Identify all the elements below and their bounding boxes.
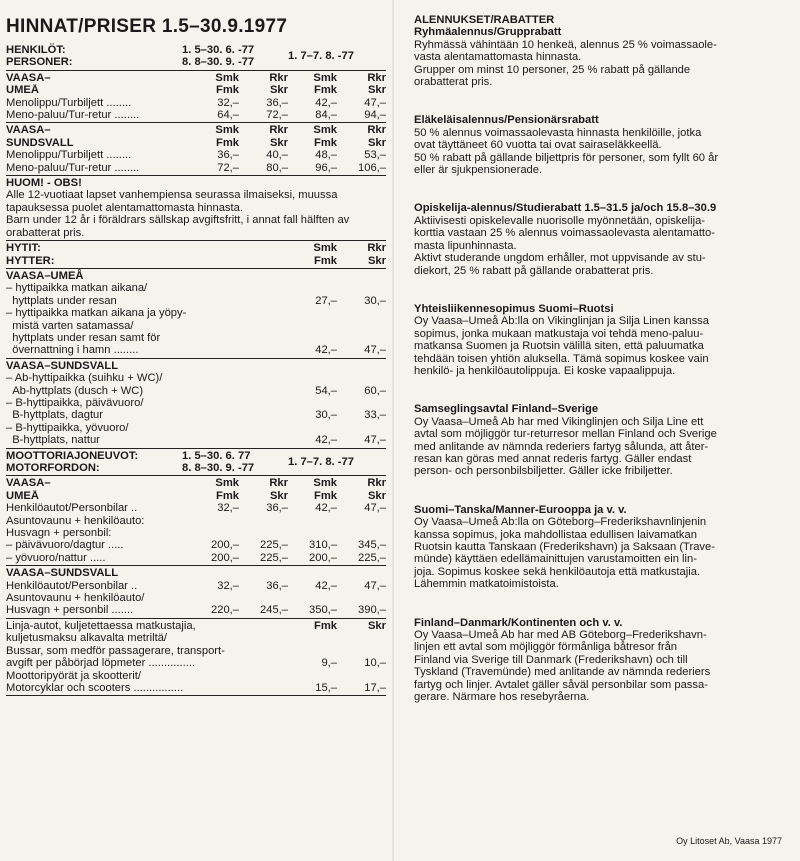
section-title: Samseglingsavtal Finland–Sverige — [414, 403, 599, 416]
section-text: kanssa sopimus, joka mahdollistaa edullisen laivamatkan — [414, 528, 697, 541]
price-cell — [337, 397, 386, 409]
price-cell — [337, 422, 386, 434]
price-cell — [288, 645, 337, 657]
section-text: gerare. Närmare hos resebyråerna. — [414, 691, 590, 704]
fare-row — [6, 162, 386, 174]
price-cell: Skr — [269, 84, 288, 97]
price-cell: 47,– — [364, 96, 386, 109]
price-cell: Smk — [313, 124, 337, 137]
price-cell: 36,– — [266, 96, 288, 109]
row-label: Moottoripyörät ja skootterit/ — [6, 669, 141, 682]
row-label: Menolippu/Turbiljett ........ — [6, 149, 132, 162]
price-cell — [337, 282, 386, 294]
section-text: vasta alentamattomasta hinnasta. — [414, 51, 582, 64]
section-text: Finland via Sverige till Danmark (Frederikshavn) och till — [414, 653, 688, 666]
price-cell: 96,– — [315, 161, 337, 174]
row-label: Meno-paluu/Tur-retur ........ — [6, 109, 140, 122]
price-cell: 15,– — [315, 681, 337, 694]
divider — [6, 358, 386, 359]
section-title: Opiskelija-alennus/Studierabatt 1.5–31.5 ja/och 15.8–30.9 — [414, 202, 717, 215]
price-cell: Smk — [313, 477, 337, 490]
price-cell: 47,– — [364, 344, 386, 357]
price-cell: 47,– — [364, 434, 386, 447]
route-header — [6, 477, 386, 489]
price-cell: 48,– — [315, 149, 337, 162]
price-cell: 32,– — [217, 96, 239, 109]
section-text: med anlitande av nämnda rederiers fartyg sålunda, att åter- — [414, 440, 709, 453]
page-fold — [392, 0, 394, 861]
cabin-row — [6, 409, 386, 421]
price-cell: 40,– — [266, 149, 288, 162]
cabin-route-title: VAASA–UMEÅ — [6, 269, 84, 282]
price-cell: Fmk — [313, 136, 337, 149]
vehicle-route-title: VAASA–SUNDSVALL — [6, 567, 119, 580]
row-label: – yövuoro/nattur ..... — [6, 551, 106, 564]
price-cell: 36,– — [266, 502, 288, 515]
cabin-row — [6, 295, 386, 307]
section-text: henkilö- ja henkilöautolippuja. Ei koske vapaalippuja. — [414, 364, 676, 377]
row-label: VAASA– — [6, 477, 51, 490]
price-cell: 80,– — [266, 161, 288, 174]
cabin-label: – hyttipaikka matkan aikana/ — [6, 282, 148, 295]
row-label: HYTTER: — [6, 254, 55, 267]
price-cell: 17,– — [364, 681, 386, 694]
cabin-row — [6, 307, 386, 319]
section-text: diekort, 25 % rabatt på gällande orabatterat pris. — [414, 264, 654, 277]
price-cell: 106,– — [358, 161, 386, 174]
section-title: Finland–Danmark/Kontinenten och v. v. — [414, 616, 623, 629]
vehicle-label-line: MOTORFORDON: — [6, 462, 100, 474]
period-line: 1. 5–30. 6. 77 — [182, 449, 251, 462]
discount-section — [414, 202, 794, 276]
cabin-row — [6, 332, 386, 344]
vehicle-row — [6, 552, 386, 564]
section-text: ovat täyttäneet 60 vuotta tai ovat sairaseläkkeellä. — [414, 139, 662, 152]
price-cell: 220,– — [211, 604, 239, 617]
misc-row — [6, 645, 386, 657]
cabin-row — [6, 397, 386, 409]
price-cell — [239, 527, 288, 539]
price-cell — [288, 372, 337, 384]
season-period-1 — [182, 44, 288, 69]
price-cell — [239, 592, 288, 604]
price-cell — [288, 527, 337, 539]
vehicle-row — [6, 515, 386, 527]
price-cell: 36,– — [217, 149, 239, 162]
price-cell: 200,– — [211, 539, 239, 552]
price-cell: Skr — [367, 84, 386, 97]
discount-section — [414, 403, 794, 477]
divider — [6, 268, 386, 269]
misc-row — [6, 670, 386, 682]
price-cell: 94,– — [364, 109, 386, 122]
section-text: münde) käyttäen edellämainittujen varustamoitten ein lin- — [414, 553, 697, 566]
obs-text-sv: Barn under 12 år i föräldrars sällskap avgiftsfritt, i annat fall hälften av orabatterat pris. — [6, 214, 350, 239]
price-cell: 42,– — [315, 579, 337, 592]
price-cell: 64,– — [217, 109, 239, 122]
price-cell: Smk — [215, 124, 239, 137]
price-cell: 350,– — [309, 604, 337, 617]
section-text: person- och personbilsbiljetter. Gäller icke fribiljetter. — [414, 465, 673, 478]
section-text: fartyg och linjer. Avtalet gäller såväl personbilar som passa- — [414, 678, 708, 691]
misc-row — [6, 682, 386, 694]
price-cell — [337, 372, 386, 384]
vehicle-header — [6, 450, 386, 475]
discount-section — [414, 14, 794, 88]
cabin-label: övernattning i hamn ........ — [6, 344, 139, 357]
row-label: Husvagn + personbil ....... — [6, 604, 134, 617]
price-cell — [288, 282, 337, 294]
section-text: avtal som möjliggör tur-returresor mellan Finland och Sverige — [414, 428, 717, 441]
price-cell: 36,– — [266, 579, 288, 592]
misc-row — [6, 657, 386, 669]
cabin-row — [6, 344, 386, 356]
price-cell — [190, 515, 239, 527]
price-cell: Rkr — [367, 71, 386, 84]
divider — [6, 475, 386, 476]
cabin-label: – hyttipaikka matkan aikana ja yöpy- — [6, 307, 187, 320]
price-cell: Skr — [367, 254, 386, 267]
printer-credit: Oy Litoset Ab, Vaasa 1977 — [676, 836, 782, 846]
price-column — [0, 0, 386, 697]
price-cell: Rkr — [269, 477, 288, 490]
price-cell: Smk — [313, 242, 337, 255]
price-cell: Fmk — [215, 136, 239, 149]
price-cell — [288, 332, 337, 344]
row-label: Husvagn + personbil: — [6, 527, 112, 540]
row-label: – päivävuoro/dagtur ..... — [6, 539, 124, 552]
divider — [6, 175, 386, 176]
cabin-row — [6, 372, 386, 384]
price-cell: Fmk — [313, 84, 337, 97]
divider — [6, 695, 386, 696]
discount-section — [414, 114, 794, 176]
vehicle-label-line: MOOTTORIAJONEUVOT: — [6, 449, 139, 462]
price-cell: 30,– — [315, 409, 337, 422]
section-text: Lähemmin matkatoimistoista. — [414, 578, 559, 591]
vehicle-row — [6, 527, 386, 539]
cabin-row — [6, 434, 386, 446]
price-cell — [337, 670, 386, 682]
page-title: HINNAT/PRISER 1.5–30.9.1977 — [6, 16, 288, 37]
price-cell: Fmk — [215, 84, 239, 97]
price-cell — [337, 320, 386, 332]
divider — [6, 565, 386, 566]
fare-row — [6, 97, 386, 109]
price-cell: Fmk — [313, 254, 337, 267]
cabin-header — [6, 255, 386, 267]
fare-row — [6, 149, 386, 161]
row-label: HYTIT: — [6, 242, 41, 255]
section-text: 50 % rabatt på gällande biljettpris för personer, som fyllt 60 år — [414, 151, 719, 164]
section-title: ALENNUKSET/RABATTER — [414, 14, 555, 26]
price-cell: Rkr — [367, 477, 386, 490]
price-cell — [190, 527, 239, 539]
section-text: Ryhmässä vähintään 10 henkeä, alennus 25 % voimassaole- — [414, 38, 717, 51]
price-cell — [239, 515, 288, 527]
price-cell: 10,– — [364, 657, 386, 670]
price-cell — [337, 332, 386, 344]
row-label: Henkilöautot/Personbilar .. — [6, 502, 138, 515]
season-header — [6, 44, 386, 69]
period-line: 1. 5–30. 6. -77 — [182, 44, 255, 56]
route-header — [6, 72, 386, 84]
price-cell: 32,– — [217, 502, 239, 515]
cabin-label: hyttplats under resan — [6, 294, 117, 307]
period-line: 8. 8–30. 9. -77 — [182, 462, 255, 474]
cabin-row — [6, 422, 386, 434]
season-label-line: PERSONER: — [6, 56, 73, 69]
row-label: SUNDSVALL — [6, 136, 74, 149]
section-text: linjen ett avtal som möjliggör förmånliga båtresor från — [414, 641, 678, 654]
cabin-label: B-hyttplats, dagtur — [6, 409, 104, 422]
price-cell: 47,– — [364, 502, 386, 515]
section-text: 50 % alennus voimassaolevasta hinnasta henkilöille, jotka — [414, 126, 702, 139]
cabin-label: Ab-hyttplats (dusch + WC) — [6, 384, 144, 397]
price-cell: 72,– — [217, 161, 239, 174]
price-cell — [288, 397, 337, 409]
route-header — [6, 490, 386, 502]
section-text: Oy Vaasa–Umeå Ab:lla on Göteborg–Frederikshavnlinjenin — [414, 516, 707, 529]
cabin-route-title: VAASA–SUNDSVALL — [6, 359, 119, 372]
season-label — [6, 44, 182, 69]
section-text: Oy Vaasa–Umeå Ab:lla on Vikinglinjan ja Silja Linen kanssa — [414, 315, 709, 328]
price-cell: 72,– — [266, 109, 288, 122]
price-cell: Smk — [215, 71, 239, 84]
price-cell: 200,– — [309, 551, 337, 564]
route-header — [6, 137, 386, 149]
cabin-label: B-hyttplats, nattur — [6, 434, 100, 447]
price-cell: Rkr — [367, 242, 386, 255]
obs-text-fi: Alle 12-vuotiaat lapset vanhempiensa seurassa ilmaiseksi, muussa tapauksessa puolet alentamattomasta hinnasta. — [6, 189, 338, 214]
section-text: orabatterat pris. — [414, 76, 493, 89]
cabin-row — [6, 320, 386, 332]
cabin-row — [6, 282, 386, 294]
price-cell: Fmk — [215, 489, 239, 502]
price-cell — [337, 307, 386, 319]
price-cell: 32,– — [217, 579, 239, 592]
vehicle-row — [6, 539, 386, 551]
cabin-header — [6, 242, 386, 254]
divider — [6, 240, 386, 241]
price-cell: 225,– — [358, 551, 386, 564]
price-cell — [288, 632, 337, 644]
row-label: VAASA– — [6, 71, 51, 84]
price-cell — [337, 592, 386, 604]
obs-title: HUOM! - OBS! — [6, 177, 82, 190]
price-cell: 9,– — [321, 657, 337, 670]
price-cell — [337, 515, 386, 527]
price-cell: 345,– — [358, 539, 386, 552]
cabin-label: mistä varten satamassa/ — [6, 319, 134, 332]
section-text: eller är sjukpensionerade. — [414, 164, 543, 177]
price-cell: 200,– — [211, 551, 239, 564]
row-label: Asuntovaunu + henkilöauto: — [6, 514, 145, 527]
price-cell: 245,– — [260, 604, 288, 617]
section-title: Eläkeläisalennus/Pensionärsrabatt — [414, 114, 599, 127]
section-text: masta lipunhinnasta. — [414, 239, 517, 252]
vehicle-row — [6, 604, 386, 616]
section-text: Ruotsin kautta Tanskaan (Frederikshavn) ja Saksaan (Trave- — [414, 541, 715, 553]
price-cell — [288, 422, 337, 434]
price-cell — [288, 592, 337, 604]
price-cell: 225,– — [260, 539, 288, 552]
misc-row — [6, 620, 386, 632]
vehicle-period-1 — [182, 450, 288, 475]
row-label: Meno-paluu/Tur-retur ........ — [6, 161, 140, 174]
price-cell: 42,– — [315, 434, 337, 447]
cabin-label: – B-hyttipaikka, päivävuoro/ — [6, 396, 144, 409]
discount-section — [414, 617, 794, 704]
divider — [6, 70, 386, 71]
price-cell: 42,– — [315, 502, 337, 515]
discount-section — [414, 504, 794, 591]
price-cell — [337, 632, 386, 644]
row-label: Motorcyklar och scooters ................ — [6, 681, 184, 694]
row-label: Asuntovaunu + henkilöauto/ — [6, 592, 145, 605]
row-label: avgift per påbörjad löpmeter ............... — [6, 657, 196, 670]
price-cell: Smk — [313, 71, 337, 84]
vehicle-row — [6, 592, 386, 604]
price-cell — [337, 645, 386, 657]
price-cell — [288, 320, 337, 332]
section-text: Aktiivisesti opiskelevalle nuorisolle myönnetään, opiskelija- — [414, 214, 706, 227]
price-cell: Skr — [367, 489, 386, 502]
section-text: joja. Sopimus koskee sekä henkilöautoja että matkustajia. — [414, 565, 701, 578]
price-cell: 42,– — [315, 344, 337, 357]
section-title: Suomi–Tanska/Manner-Eurooppa ja v. v. — [414, 503, 627, 516]
price-cell: 84,– — [315, 109, 337, 122]
section-text: matkansa Suomen ja Ruotsin välillä siten, että paluumatka — [414, 340, 704, 353]
section-subtitle: Ryhmäalennus/Grupprabatt — [414, 26, 562, 39]
row-label: VAASA– — [6, 124, 51, 137]
fare-row — [6, 109, 386, 121]
section-text: tehdään toisen yhtiön aluksella. Tämä sopimus koskee vain — [414, 352, 709, 365]
price-cell — [190, 592, 239, 604]
price-cell: 54,– — [315, 384, 337, 397]
discount-column — [414, 0, 794, 703]
price-cell: 30,– — [364, 294, 386, 307]
route-header — [6, 84, 386, 96]
vehicle-period-2: 1. 7–7. 8. -77 — [288, 455, 354, 468]
divider — [6, 618, 386, 619]
season-period-2: 1. 7–7. 8. -77 — [288, 50, 354, 62]
price-cell — [337, 527, 386, 539]
row-label: UMEÅ — [6, 489, 39, 502]
period-line: 8. 8–30. 9. -77 — [182, 56, 255, 69]
cabin-row — [6, 385, 386, 397]
price-cell: 42,– — [315, 96, 337, 109]
cabin-label: – Ab-hyttipaikka (suihku + WC)/ — [6, 372, 163, 385]
price-cell: Fmk — [313, 619, 337, 632]
price-cell: 47,– — [364, 579, 386, 592]
section-text: Aktivt studerande ungdom erhåller, mot uppvisande av stu- — [414, 252, 706, 265]
price-cell: 60,– — [364, 384, 386, 397]
season-label-line: HENKILÖT: — [6, 44, 66, 56]
price-cell: Fmk — [313, 489, 337, 502]
misc-row — [6, 632, 386, 644]
price-cell: 310,– — [309, 539, 337, 552]
price-cell: Smk — [215, 477, 239, 490]
price-cell: 225,– — [260, 551, 288, 564]
price-cell — [288, 307, 337, 319]
section-text: Tyskland (Travemünde) med anlitande av nämnda rederiers — [414, 666, 711, 679]
price-cell: Rkr — [269, 124, 288, 137]
row-label: kuljetusmaksu alkavalta metriltä/ — [6, 632, 168, 645]
section-text: korttia vastaan 25 % alennus voimassaolevasta alentamatto- — [414, 227, 715, 240]
discount-section — [414, 303, 794, 377]
row-label: Linja-autot, kuljetettaessa matkustajia, — [6, 619, 196, 632]
divider — [6, 122, 386, 123]
price-cell: Skr — [367, 619, 386, 632]
price-cell: Skr — [269, 136, 288, 149]
vehicle-label — [6, 450, 182, 475]
section-text: Oy Vaasa–Umeå Ab har med Vikinglinjen och Silja Line ett — [414, 415, 704, 428]
section-text: Grupper om minst 10 personer, 25 % rabatt på gällande — [414, 63, 691, 76]
section-text: Oy Vaasa–Umeå Ab har med AB Göteborg–Frederikshavn- — [414, 629, 707, 642]
price-cell: 27,– — [315, 294, 337, 307]
price-cell: 390,– — [358, 604, 386, 617]
section-text: resan kan göras med annat rederis fartyg. Gäller endast — [414, 452, 692, 465]
price-cell: Skr — [269, 489, 288, 502]
cabin-label: – B-hyttipaikka, yövuoro/ — [6, 421, 129, 434]
vehicle-row — [6, 580, 386, 592]
price-cell — [288, 670, 337, 682]
price-cell: Rkr — [269, 71, 288, 84]
row-label: Menolippu/Turbiljett ........ — [6, 96, 132, 109]
row-label: Henkilöautot/Personbilar .. — [6, 579, 138, 592]
divider — [6, 448, 386, 449]
cabin-label: hyttplats under resan samt för — [6, 331, 161, 344]
route-header — [6, 124, 386, 136]
row-label: Bussar, som medför passagerare, transport- — [6, 644, 225, 657]
price-cell: Skr — [367, 136, 386, 149]
price-cell — [288, 515, 337, 527]
price-cell: 33,– — [364, 409, 386, 422]
price-cell: 53,– — [364, 149, 386, 162]
section-text: sopimus, jonka mukaan matkustaja voi tehdä meno-paluu- — [414, 327, 704, 340]
price-cell: Rkr — [367, 124, 386, 137]
section-title: Yhteisliikennesopimus Suomi–Ruotsi — [414, 302, 614, 315]
row-label: UMEÅ — [6, 84, 39, 97]
vehicle-row — [6, 502, 386, 514]
